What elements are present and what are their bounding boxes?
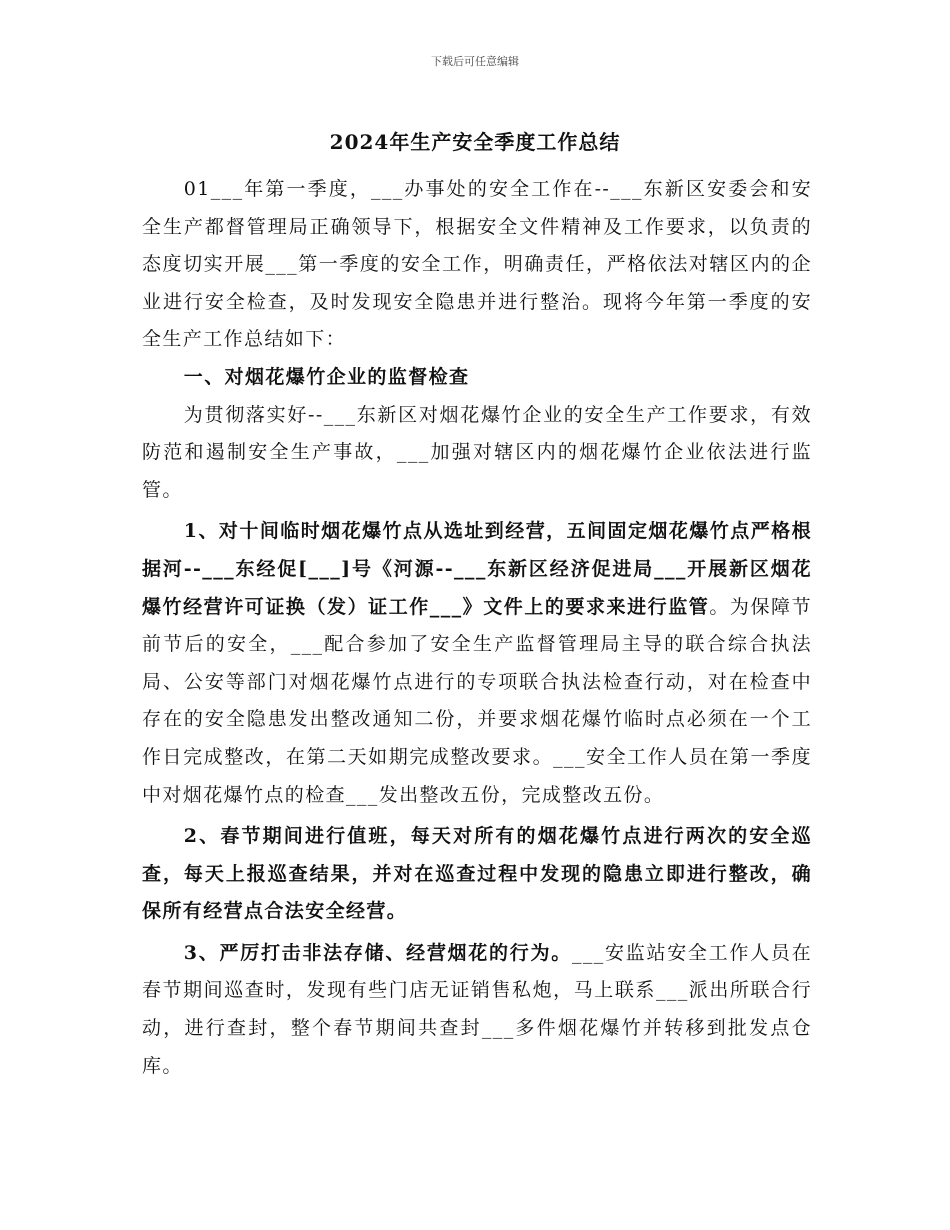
paragraph-intro: 01___年第一季度，___办事处的安全工作在--___东新区安委会和安全生产都督管理局正确领导下，根据安全文件精神及工作要求，以负责的态度切实开展___第一季度的安全工作，明确责任，严格依法对辖区内的企业进行安全检查，及时发现安全隐患并进行整治。现将今年第一季度的安全生产工作总结如下： bbox=[142, 178, 812, 351]
document-body bbox=[142, 171, 812, 1085]
paragraph-5-text: ___安监站安全工作人员在春节期间巡查时，发现有些门店无证销售私炮，马上联系___派出所联合行动，进行查封，整个春节期间共查封___多件烟花爆竹并转移到批发点仓库。 bbox=[142, 941, 813, 1077]
paragraph-5 bbox=[142, 935, 812, 1085]
paragraph-3 bbox=[142, 513, 812, 814]
document-title: 2024年生产安全季度工作总结 bbox=[329, 130, 621, 154]
paragraph-3-text: 。为保障节前节后的安全，___配合参加了安全生产监督管理局主导的联合综合执法局、公安等部门对烟花爆竹点进行的专项联合执法检查行动，对在检查中存在的安全隐患发出整改通知二份，并要求烟花爆竹临时点必须在一个工作日完成整改，在第二天如期完成整改要求。___安全工作人员在第一季度中对烟花爆竹点的检查___发出整改五份，完成整改五份。 bbox=[142, 595, 812, 806]
paragraph-2: 为贯彻落实好--___东新区对烟花爆竹企业的安全生产工作要求，有效防范和遏制安全生产事故，___加强对辖区内的烟花爆竹企业依法进行监管。 bbox=[142, 403, 812, 501]
paragraph-3-lead: 1、对十间临时烟花爆竹点从选址到经营，五间固定烟花爆竹点严格根据河--___东经促[___]号《河源--___东新区经济促进局___开展新区烟花爆竹经营许可证换（发）证工作___》文件上的要求来进行监管 bbox=[142, 520, 812, 618]
paragraph-5-lead: 3、严厉打击非法存储、经营烟花的行为。 bbox=[183, 941, 572, 964]
paragraph-4: 2、春节期间进行值班，每天对所有的烟花爆竹点进行两次的安全巡查，每天上报巡查结果，并对在巡查过程中发现的隐患立即进行整改，确保所有经营点合法安全经营。 bbox=[142, 825, 812, 923]
header-note: 下载后可任意编辑 bbox=[431, 55, 519, 68]
section-heading-1: 一、对烟花爆竹企业的监督检查 bbox=[183, 365, 470, 388]
